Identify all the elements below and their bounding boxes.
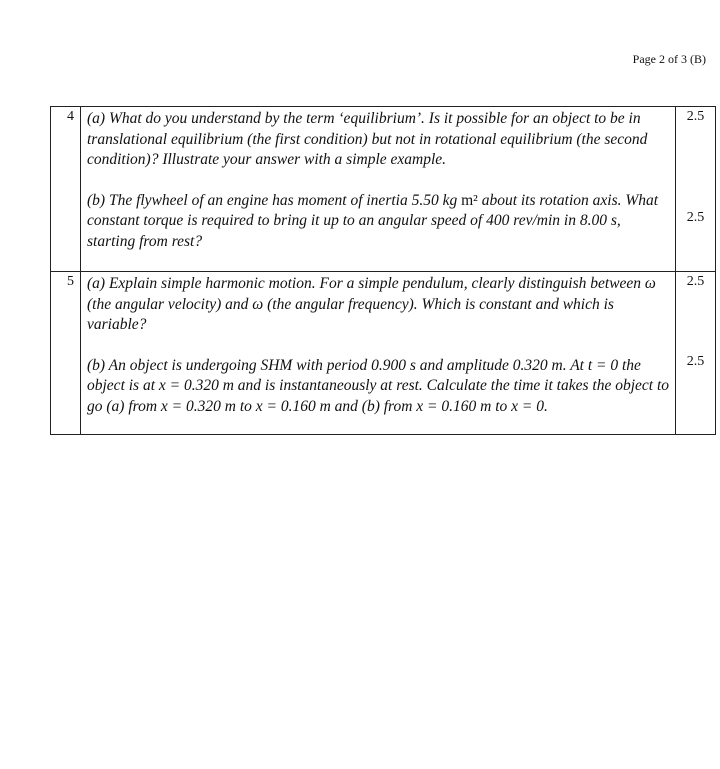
marks-cell: [676, 272, 716, 435]
marks-4a: 2.5: [686, 109, 705, 124]
question-text-cell: [81, 272, 676, 435]
marks-4b: 2.5: [686, 210, 705, 225]
question-text-cell: [81, 107, 676, 272]
page-number: Page 2 of 3 (B): [632, 52, 706, 66]
question-4b-text-end: about its rotation axis. What constant torque is required to bring it up to an angular speed of 400 rev/min in 8.00 s, starting from rest?: [87, 191, 659, 250]
question-number: 5: [51, 272, 81, 435]
question-row-4: [51, 107, 716, 272]
question-number: 4: [51, 107, 81, 272]
unit-m-squared: m²: [461, 191, 478, 209]
question-5a-text: (a) Explain simple harmonic motion. For a simple pendulum, clearly distinguish between ω (the angular velocity) and ω (the angular frequency). Which is constant and which is variable?: [87, 275, 656, 333]
question-4b-text-start: (b) The flywheel of an engine has moment of inertia 5.50 kg: [87, 191, 462, 209]
marks-5b: 2.5: [686, 354, 705, 369]
question-4a-text: (a) What do you understand by the term ‘equilibrium’. Is it possible for an object to be in translational equilibrium (the first condition) but not in rotational equilibrium (the second condition)? Illustrate your answer with a simple example.: [87, 110, 648, 168]
marks-5a: 2.5: [686, 274, 705, 289]
marks-cell: [676, 107, 716, 272]
question-5b-text: (b) An object is undergoing SHM with period 0.900 s and amplitude 0.320 m. At t = 0 the object is at x = 0.320 m and is instantaneously at rest. Calculate the time it takes the object to go (a) from x = 0.320 m to x = 0.160 m and (b) from x = 0.160 m to x = 0.: [87, 356, 670, 415]
question-row-5: [51, 272, 716, 435]
questions-table: [50, 106, 716, 435]
question-4b-text: [87, 191, 669, 253]
